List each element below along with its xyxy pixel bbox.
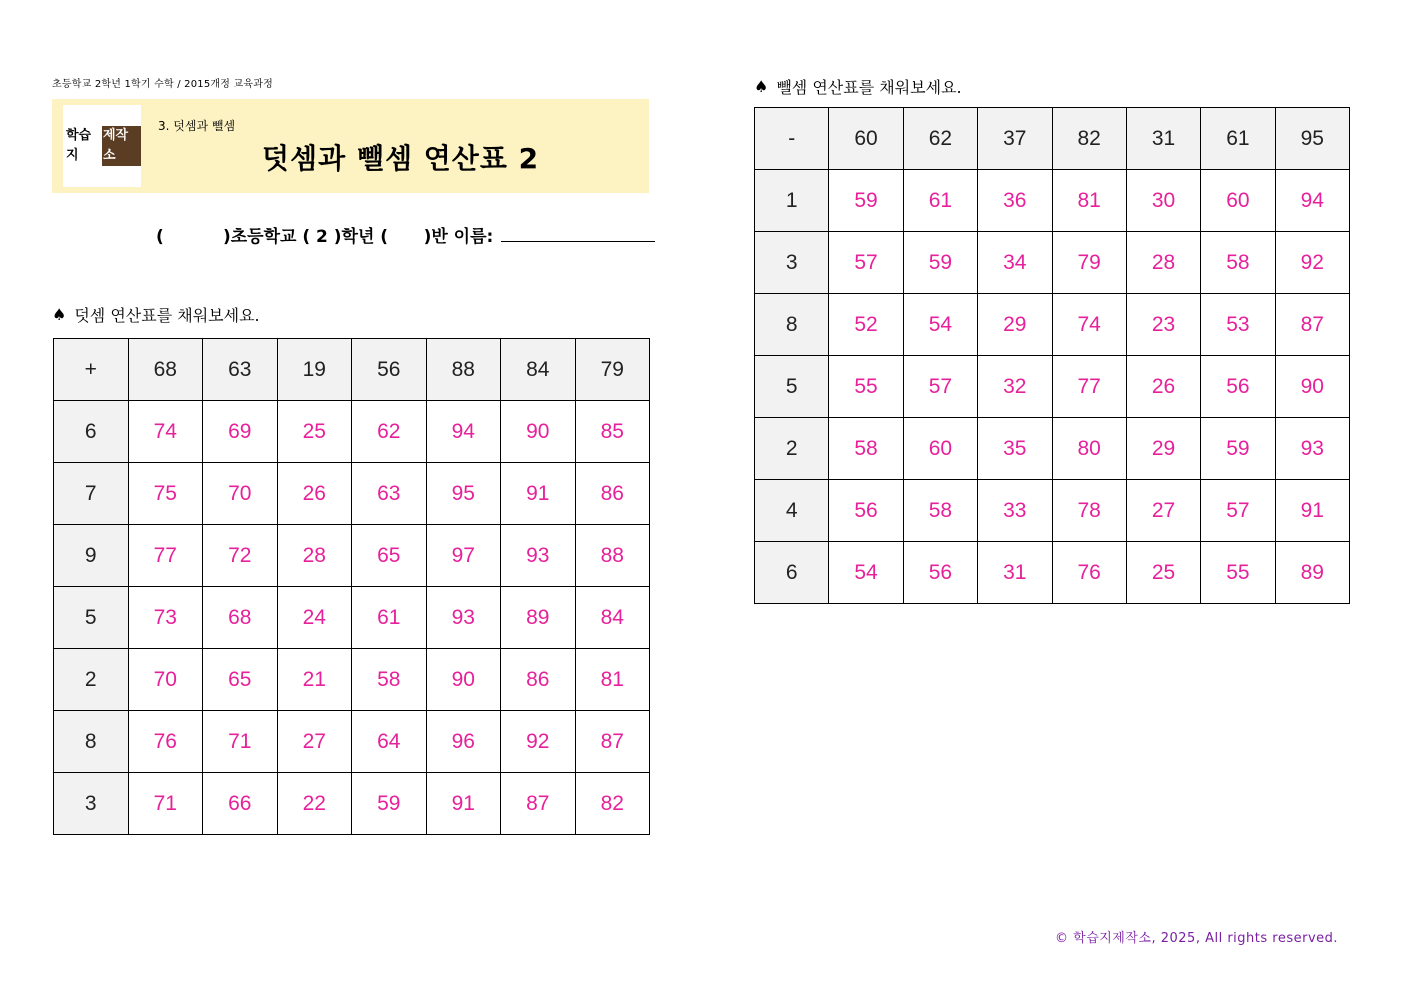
answer-cell: 95 — [426, 463, 501, 525]
spade-icon: ♠ — [754, 77, 769, 96]
answer-cell: 36 — [978, 170, 1052, 232]
answer-cell: 28 — [1126, 232, 1200, 294]
operator-cell: - — [755, 108, 829, 170]
answer-cell: 72 — [203, 525, 278, 587]
answer-cell: 22 — [277, 773, 352, 835]
answer-cell: 56 — [1201, 356, 1275, 418]
answer-cell: 25 — [1126, 542, 1200, 604]
row-header-cell: 4 — [755, 480, 829, 542]
answer-cell: 77 — [128, 525, 203, 587]
answer-cell: 84 — [575, 587, 650, 649]
answer-cell: 57 — [829, 232, 903, 294]
answer-cell: 31 — [978, 542, 1052, 604]
addition-instruction — [52, 303, 260, 326]
answer-cell: 71 — [128, 773, 203, 835]
column-header-cell: 95 — [1275, 108, 1349, 170]
answer-cell: 58 — [1201, 232, 1275, 294]
subtraction-instruction-text: 뺄셈 연산표를 채워보세요. — [776, 78, 962, 97]
answer-cell: 88 — [575, 525, 650, 587]
answer-cell: 65 — [352, 525, 427, 587]
row-header-cell: 2 — [755, 418, 829, 480]
answer-cell: 69 — [203, 401, 278, 463]
answer-cell: 26 — [277, 463, 352, 525]
answer-cell: 54 — [903, 294, 977, 356]
answer-cell: 24 — [277, 587, 352, 649]
row-header-cell: 7 — [54, 463, 129, 525]
answer-cell: 23 — [1126, 294, 1200, 356]
table-row — [755, 294, 1350, 356]
unit-label: 3. 덧셈과 뺄셈 — [158, 119, 236, 133]
column-header-cell: 56 — [352, 339, 427, 401]
answer-cell: 61 — [903, 170, 977, 232]
answer-cell: 70 — [128, 649, 203, 711]
answer-cell: 55 — [829, 356, 903, 418]
answer-cell: 59 — [903, 232, 977, 294]
copyright-notice: © 학습지제작소, 2025, All rights reserved. — [1055, 931, 1339, 946]
title-banner — [52, 99, 649, 193]
row-header-cell: 5 — [54, 587, 129, 649]
answer-cell: 30 — [1126, 170, 1200, 232]
answer-cell: 90 — [426, 649, 501, 711]
row-header-cell: 3 — [755, 232, 829, 294]
answer-cell: 65 — [203, 649, 278, 711]
answer-cell: 56 — [829, 480, 903, 542]
table-row — [755, 356, 1350, 418]
answer-cell: 68 — [203, 587, 278, 649]
column-header-cell: 63 — [203, 339, 278, 401]
answer-cell: 26 — [1126, 356, 1200, 418]
answer-cell: 52 — [829, 294, 903, 356]
answer-cell: 79 — [1052, 232, 1126, 294]
answer-cell: 73 — [128, 587, 203, 649]
answer-cell: 77 — [1052, 356, 1126, 418]
answer-cell: 91 — [426, 773, 501, 835]
answer-cell: 59 — [1201, 418, 1275, 480]
answer-cell: 54 — [829, 542, 903, 604]
answer-cell: 82 — [575, 773, 650, 835]
answer-cell: 87 — [575, 711, 650, 773]
row-header-cell: 6 — [755, 542, 829, 604]
answer-cell: 70 — [203, 463, 278, 525]
answer-cell: 35 — [978, 418, 1052, 480]
worksheet-title: 덧셈과 뺄셈 연산표 2 — [262, 142, 540, 175]
answer-cell: 92 — [1275, 232, 1349, 294]
column-header-cell: 79 — [575, 339, 650, 401]
column-header-cell: 82 — [1052, 108, 1126, 170]
answer-cell: 76 — [1052, 542, 1126, 604]
answer-cell: 58 — [352, 649, 427, 711]
column-header-cell: 19 — [277, 339, 352, 401]
logo-text-left: 학습지 — [66, 128, 92, 163]
answer-cell: 63 — [352, 463, 427, 525]
answer-cell: 96 — [426, 711, 501, 773]
logo — [63, 126, 141, 166]
table-row — [755, 542, 1350, 604]
table-row — [54, 463, 650, 525]
answer-cell: 66 — [203, 773, 278, 835]
answer-cell: 91 — [1275, 480, 1349, 542]
answer-cell: 93 — [1275, 418, 1349, 480]
row-header-cell: 8 — [755, 294, 829, 356]
answer-cell: 76 — [128, 711, 203, 773]
answer-cell: 94 — [426, 401, 501, 463]
answer-cell: 85 — [575, 401, 650, 463]
answer-cell: 33 — [978, 480, 1052, 542]
table-row — [755, 418, 1350, 480]
answer-cell: 86 — [501, 649, 576, 711]
answer-cell: 55 — [1201, 542, 1275, 604]
answer-cell: 91 — [501, 463, 576, 525]
answer-cell: 87 — [1275, 294, 1349, 356]
answer-cell: 81 — [575, 649, 650, 711]
column-header-cell: 37 — [978, 108, 1052, 170]
spade-icon: ♠ — [52, 305, 67, 324]
answer-cell: 58 — [903, 480, 977, 542]
table-header-row — [54, 339, 650, 401]
column-header-cell: 62 — [903, 108, 977, 170]
answer-cell: 90 — [1275, 356, 1349, 418]
answer-cell: 59 — [352, 773, 427, 835]
answer-cell: 27 — [277, 711, 352, 773]
answer-cell: 78 — [1052, 480, 1126, 542]
row-header-cell: 8 — [54, 711, 129, 773]
answer-cell: 56 — [903, 542, 977, 604]
table-row — [54, 773, 650, 835]
answer-cell: 80 — [1052, 418, 1126, 480]
answer-cell: 28 — [277, 525, 352, 587]
table-row — [54, 525, 650, 587]
answer-cell: 29 — [978, 294, 1052, 356]
column-header-cell: 68 — [128, 339, 203, 401]
answer-cell: 89 — [501, 587, 576, 649]
row-header-cell: 6 — [54, 401, 129, 463]
answer-cell: 92 — [501, 711, 576, 773]
answer-cell: 25 — [277, 401, 352, 463]
student-info-text: ( )초등학교 ( 2 )학년 ( )반 이름: — [156, 227, 494, 247]
answer-cell: 58 — [829, 418, 903, 480]
answer-cell: 93 — [501, 525, 576, 587]
logo-box — [63, 105, 141, 187]
answer-cell: 86 — [575, 463, 650, 525]
row-header-cell: 5 — [755, 356, 829, 418]
row-header-cell: 3 — [54, 773, 129, 835]
answer-cell: 57 — [903, 356, 977, 418]
logo-text-right: 제작소 — [102, 126, 141, 166]
addition-table — [53, 338, 650, 835]
answer-cell: 94 — [1275, 170, 1349, 232]
table-header-row — [755, 108, 1350, 170]
subtraction-table — [754, 107, 1350, 604]
answer-cell: 81 — [1052, 170, 1126, 232]
answer-cell: 34 — [978, 232, 1052, 294]
answer-cell: 74 — [1052, 294, 1126, 356]
student-info-line — [156, 222, 655, 247]
answer-cell: 62 — [352, 401, 427, 463]
answer-cell: 32 — [978, 356, 1052, 418]
row-header-cell: 1 — [755, 170, 829, 232]
column-header-cell: 84 — [501, 339, 576, 401]
answer-cell: 27 — [1126, 480, 1200, 542]
table-row — [54, 711, 650, 773]
answer-cell: 61 — [352, 587, 427, 649]
name-blank-line — [501, 227, 655, 242]
course-info: 초등학교 2학년 1학기 수학 / 2015개정 교육과정 — [52, 79, 273, 90]
answer-cell: 60 — [903, 418, 977, 480]
operator-cell: + — [54, 339, 129, 401]
answer-cell: 29 — [1126, 418, 1200, 480]
subtraction-instruction — [754, 75, 962, 98]
column-header-cell: 88 — [426, 339, 501, 401]
column-header-cell: 31 — [1126, 108, 1200, 170]
answer-cell: 71 — [203, 711, 278, 773]
addition-instruction-text: 덧셈 연산표를 채워보세요. — [74, 306, 260, 325]
table-row — [54, 649, 650, 711]
answer-cell: 93 — [426, 587, 501, 649]
row-header-cell: 9 — [54, 525, 129, 587]
column-header-cell: 60 — [829, 108, 903, 170]
table-row — [755, 170, 1350, 232]
answer-cell: 64 — [352, 711, 427, 773]
answer-cell: 90 — [501, 401, 576, 463]
answer-cell: 60 — [1201, 170, 1275, 232]
table-row — [755, 232, 1350, 294]
answer-cell: 75 — [128, 463, 203, 525]
table-row — [755, 480, 1350, 542]
answer-cell: 74 — [128, 401, 203, 463]
table-row — [54, 587, 650, 649]
answer-cell: 21 — [277, 649, 352, 711]
answer-cell: 97 — [426, 525, 501, 587]
row-header-cell: 2 — [54, 649, 129, 711]
answer-cell: 89 — [1275, 542, 1349, 604]
answer-cell: 59 — [829, 170, 903, 232]
table-row — [54, 401, 650, 463]
answer-cell: 57 — [1201, 480, 1275, 542]
answer-cell: 53 — [1201, 294, 1275, 356]
column-header-cell: 61 — [1201, 108, 1275, 170]
answer-cell: 87 — [501, 773, 576, 835]
